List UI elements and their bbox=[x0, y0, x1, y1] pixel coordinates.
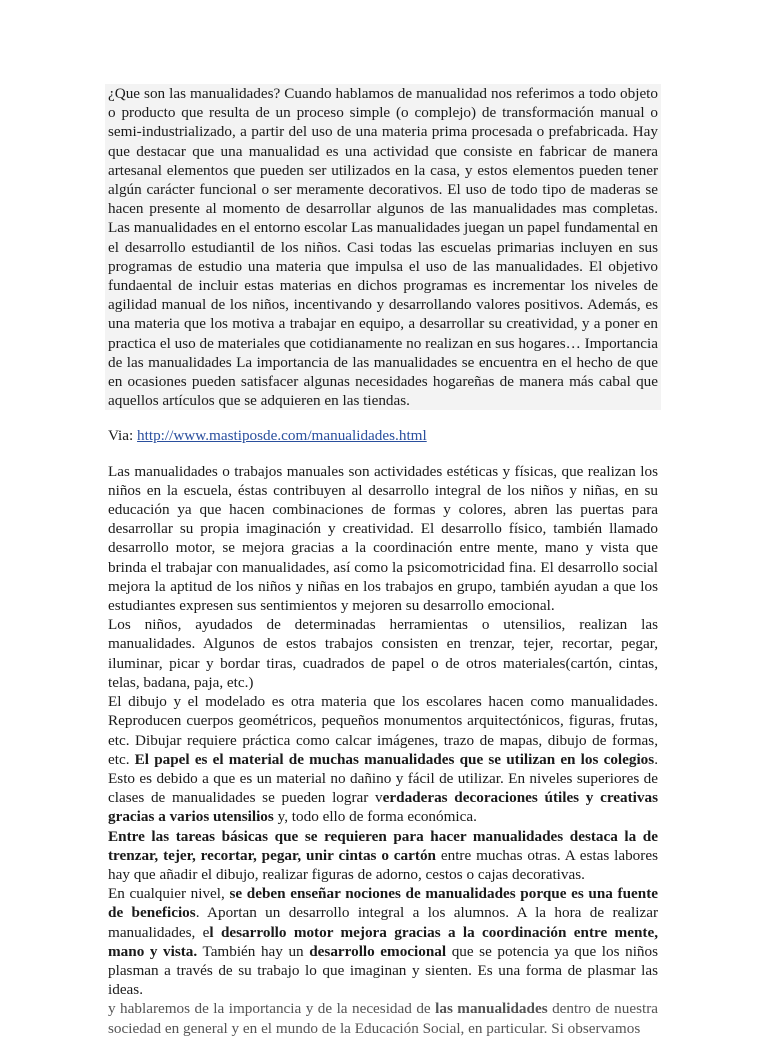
text-run: . Aportan un desarrollo integral a los alumnos. A la hora de realizar manualidades, e bbox=[108, 904, 659, 941]
paragraph-benefits: Las manualidades o trabajos manuales son actividades estéticas y físicas, que realizan los niños en la escuela, éstas contribuyen al desarrollo integral de los niños y niñas, en su educación ya que hacen combinaciones de formas y colores, abren las puertas para desarrollar su propia imaginación y creatividad. El desarrollo físico, también llamado desarrollo motor, se mejora gracias a la coordinación entre mente, mano y vista que brinda el trabajar con manualidades, así como la psicomotricidad fina. El desarrollo social mejora la aptitud de los niños y niñas en los trabajos en grupo, también ayudan a que los estudiantes expresen sus sentimientos y mejoren su desarrollo emocional. bbox=[108, 462, 658, 615]
text-run: entre muchas otras. A estas labores hay que añadir el dibujo, realizar figuras de adorno, cestos o cajas decorativas. bbox=[108, 846, 658, 883]
paragraph-basic-tasks bbox=[108, 827, 658, 885]
text-run: En cualquier nivel, bbox=[108, 885, 230, 903]
bold-run: l desarrollo motor mejora gracias a la coordinación entre mente, mano y vista. bbox=[108, 923, 658, 960]
source-line bbox=[108, 426, 658, 445]
bold-run: se deben enseñar nociones de manualidades porque es una fuente de beneficios bbox=[108, 885, 658, 922]
text-run: y hablaremos de la importancia y de la necesidad de bbox=[108, 1000, 436, 1018]
text-run: y, todo ello de forma económica. bbox=[273, 808, 477, 826]
text-run: dentro de nuestra sociedad en general y en el mundo de la Educación Social, en particular. Si observamos bbox=[108, 1000, 658, 1037]
bold-run: las manualidades bbox=[435, 1000, 548, 1018]
paragraph-social-education bbox=[108, 999, 658, 1037]
intro-paragraph: ¿Que son las manualidades? Cuando hablamos de manualidad nos referimos a todo objeto o producto que resulta de un proceso simple (o complejo) de transformación manual o semi-industrializado, a partir del uso de una materia prima procesada o prefabricada. Hay que destacar que una manualidad es una actividad que consiste en fabricar de manera artesanal elementos que pueden ser utilizados en la casa, y estos elementos pueden tener algún carácter funcional o ser meramente decorativos. El uso de todo tipo de maderas se hacen presente al momento de desarrollar algunos de las manualidades mas completas. Las manualidades en el entorno escolar Las manualidades juegan un papel fundamental en el desarrollo estudiantil de los niños. Casi todas las escuelas primarias incluyen en sus programas de estudio una materia que impulsa el uso de las manualidades. El objetivo fundaental de incluir estas materias en dichos programas es incrementar los niveles de agilidad manual de los niños, incentivando y desarrollando valores positivos. Además, es una materia que los motiva a trabajar en equipo, a desarrollar su creatividad, y a poner en practica el uso de materiales que cotidianamente no realizan en sus hogares… Importancia de las manualidades La importancia de las manualidades se encuentra en el hecho de que en ocasiones pueden satisfacer algunas necesidades hogareñas de manera más cabal que aquellos artículos que se adquieren en las tiendas. bbox=[105, 84, 661, 410]
paragraph-tools: Los niños, ayudados de determinadas herramientas o utensilios, realizan las manualidades. Algunos de estos trabajos consisten en trenzar, tejer, recortar, pegar, iluminar, picar y bordar tiras, cuadrados de papel o de otros materiales(cartón, cintas, telas, badana, paja, etc.) bbox=[108, 616, 658, 691]
bold-run: El papel es el material de muchas manualidades que se utilizan en los colegios bbox=[134, 750, 655, 768]
bold-run: Entre las tareas básicas que se requieren para hacer manualidades destaca la de trenzar, tejer, recortar, pegar, unir cintas o cartón bbox=[108, 827, 658, 864]
bold-run: erdaderas decoraciones útiles y creativas gracias a varios utensilios bbox=[108, 789, 658, 826]
paragraph-drawing bbox=[108, 692, 658, 826]
text-run: También hay un bbox=[197, 942, 310, 960]
text-run: . Esto es debido a que es un material no dañino y fácil de utilizar. En niveles superiores de clases de manualidades se pueden lograr v bbox=[108, 750, 658, 807]
source-link[interactable]: http://www.mastiposde.com/manualidades.html bbox=[137, 427, 427, 445]
text-run: El dibujo y el modelado es otra materia que los escolares hacen como manualidades. Reproducen cuerpos geométricos, pequeños monumentos arquitectónicos, figuras, frutas, etc. Dibujar requiere práctica como calcar imágenes, trazo de mapas, dibujo de formas, etc. bbox=[108, 693, 658, 768]
text-run: que se potencia ya que los niños plasman a través de su trabajo lo que imaginan y sienten. Es una forma de plasmar las ideas. bbox=[108, 942, 659, 999]
article-body bbox=[108, 462, 658, 1038]
document-page bbox=[108, 84, 658, 1038]
paragraph-any-level bbox=[108, 884, 658, 999]
bold-run: desarrollo emocional bbox=[309, 942, 447, 960]
source-label: Via: bbox=[108, 427, 138, 445]
